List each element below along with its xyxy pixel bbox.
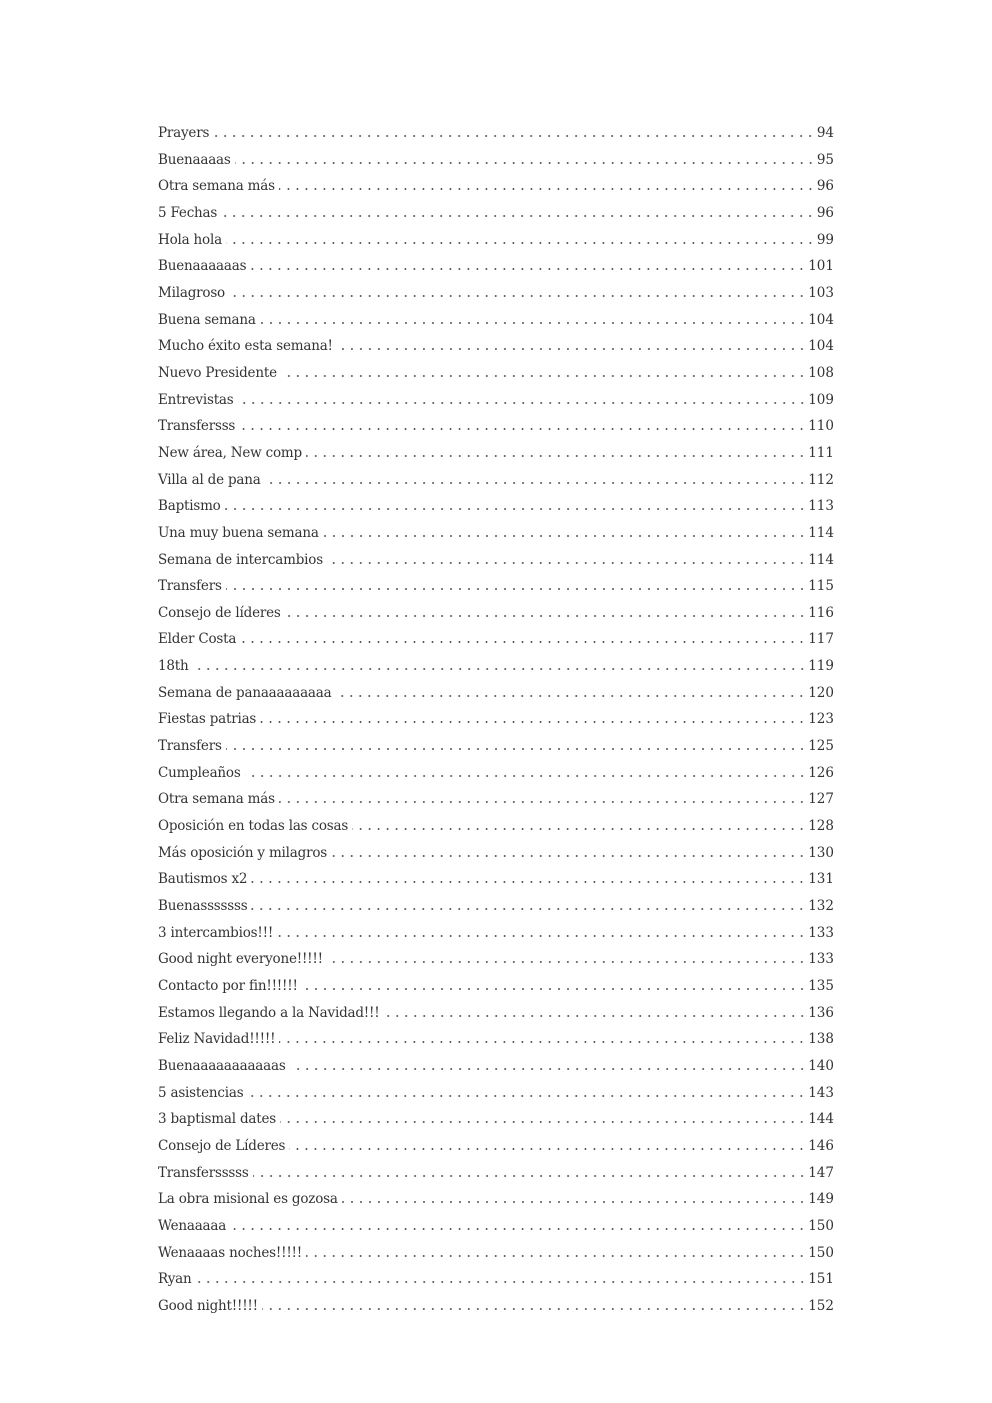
toc-entry[interactable] [158,1213,834,1240]
toc-entry-title: Villa al de pana [158,471,261,488]
toc-entry[interactable] [158,600,834,627]
toc-entry-title: Más oposición y milagros [158,844,327,861]
toc-entry-page-number: 144 [808,1111,834,1128]
dot-leader [285,615,807,617]
toc-entry-page-number: 147 [808,1164,834,1181]
dot-leader [327,562,806,564]
toc-entry-title: Prayers [158,125,210,141]
dot-leader [342,1201,807,1203]
toc-entry-title: Ryan [158,1271,192,1288]
toc-entry-page-number: 96 [816,204,834,221]
toc-entry-page-number: 104 [808,311,834,328]
toc-entry[interactable] [158,547,834,574]
toc-entry-title: New área, New comp [158,444,302,461]
toc-entry[interactable] [158,626,834,653]
dot-leader [250,268,806,270]
toc-entry-title: Wenaaaaa [158,1217,227,1234]
toc-entry-title: 3 intercambios!!! [158,924,274,941]
toc-entry[interactable] [158,733,834,760]
toc-entry-page-number: 150 [808,1217,834,1234]
dot-leader [281,375,806,377]
dot-leader [384,1015,807,1017]
toc-entry[interactable] [158,333,834,360]
toc-entry-title: Mucho éxito esta semana! [158,338,333,355]
toc-entry-page-number: 125 [808,738,834,755]
toc-entry[interactable] [158,1186,834,1213]
toc-entry-title: Buenaaaaaas [158,258,247,275]
toc-entry[interactable] [158,706,834,733]
toc-entry-page-number: 120 [808,684,834,701]
toc-entry-title: Transfersss [158,418,236,435]
dot-leader [229,295,806,297]
toc-entry-title: Estamos llegando a la Navidad!!! [158,1004,380,1021]
dot-leader [279,801,806,803]
toc-entry-title: Bautismos x2 [158,871,248,888]
toc-entry[interactable] [158,1160,834,1187]
toc-entry[interactable] [158,946,834,973]
toc-entry[interactable] [158,1053,834,1080]
toc-entry-title: Fiestas patrias [158,711,257,728]
dot-leader [221,215,815,217]
toc-entry-page-number: 110 [808,418,834,435]
toc-entry-title: Buena semana [158,311,256,328]
toc-entry[interactable] [158,467,834,494]
toc-entry[interactable] [158,520,834,547]
dot-leader [226,242,815,244]
toc-entry-title: Contacto por fin!!!!!! [158,978,298,994]
toc-entry[interactable] [158,1080,834,1107]
toc-entry-title: Semana de panaaaaaaaaa [158,684,332,701]
dot-leader [265,482,807,484]
dot-leader [239,428,806,430]
dot-leader [230,1228,806,1230]
toc-entry-page-number: 119 [808,658,834,675]
toc-entry[interactable] [158,227,834,254]
dot-leader [331,855,806,857]
toc-entry[interactable] [158,1133,834,1160]
toc-entry-title: Transfers [158,578,222,595]
toc-entry[interactable] [158,280,834,307]
dot-leader [247,1095,806,1097]
toc-entry[interactable] [158,680,834,707]
toc-entry-page-number: 116 [808,604,834,621]
toc-entry[interactable] [158,1026,834,1053]
toc-entry-page-number: 112 [808,471,834,488]
toc-entry-title: Feliz Navidad!!!!! [158,1031,276,1048]
toc-entry-page-number: 130 [808,844,834,861]
dot-leader [235,162,815,164]
dot-leader [302,988,807,990]
toc-entry-page-number: 126 [808,764,834,781]
dot-leader [245,775,807,777]
toc-entry-page-number: 114 [808,524,834,541]
dot-leader [327,961,806,963]
toc-entry-title: Transfersssss [158,1164,249,1181]
toc-entry-page-number: 96 [816,178,834,195]
dot-leader [279,188,815,190]
dot-leader [289,1148,806,1150]
toc-entry[interactable] [158,360,834,387]
toc-entry-page-number: 151 [808,1271,834,1288]
toc-entry-title: Hola hola [158,231,222,248]
toc-entry-title: Baptismo [158,498,221,515]
dot-leader [306,455,806,457]
toc-entry-page-number: 113 [808,498,834,515]
toc-entry[interactable] [158,1240,834,1267]
toc-entry-page-number: 138 [808,1031,834,1048]
toc-entry-page-number: 150 [808,1244,834,1261]
toc-entry[interactable] [158,173,834,200]
toc-entry-title: Buenaaaaaaaaaaas [158,1057,286,1074]
toc-entry[interactable] [158,653,834,680]
toc-entry-page-number: 111 [808,444,834,461]
dot-leader [352,828,806,830]
dot-leader [260,721,806,723]
toc-entry-title: Good night!!!!! [158,1297,258,1314]
toc-entry-page-number: 103 [808,284,834,301]
toc-entry[interactable] [158,840,834,867]
toc-entry[interactable] [158,573,834,600]
dot-leader [323,535,807,537]
dot-leader [290,1068,807,1070]
toc-entry-title: Milagroso [158,284,225,301]
toc-entry-page-number: 114 [808,551,834,568]
dot-leader [306,1255,806,1257]
dot-leader [262,1308,806,1310]
dot-leader [225,508,807,510]
toc-entry-title: Una muy buena semana [158,524,319,541]
toc-entry-title: Oposición en todas las cosas [158,818,349,835]
toc-entry-title: Semana de intercambios [158,551,323,568]
toc-entry-page-number: 152 [808,1297,834,1314]
toc-entry[interactable] [158,1266,834,1293]
toc-entry-page-number: 104 [808,338,834,355]
table-of-contents [158,120,834,1320]
dot-leader [226,748,807,750]
dot-leader [277,935,806,937]
toc-entry[interactable] [158,440,834,467]
toc-entry-page-number: 131 [808,871,834,888]
dot-leader [196,1281,807,1283]
toc-entry-page-number: 117 [808,631,834,648]
toc-entry-page-number: 135 [808,978,834,994]
toc-entry-title: Good night everyone!!!!! [158,951,323,968]
toc-entry-page-number: 136 [808,1004,834,1021]
toc-entry-title: 5 Fechas [158,204,218,221]
toc-entry[interactable] [158,1106,834,1133]
toc-entry-title: Consejo de líderes [158,604,281,621]
toc-entry-title: 3 baptismal dates [158,1111,276,1128]
toc-entry[interactable] [158,866,834,893]
toc-entry-page-number: 123 [808,711,834,728]
toc-entry[interactable] [158,307,834,334]
toc-entry-page-number: 132 [808,898,834,915]
dot-leader [226,588,807,590]
toc-entry-title: Otra semana más [158,791,275,808]
toc-entry[interactable] [158,760,834,787]
toc-entry[interactable] [158,493,834,520]
dot-leader [337,348,806,350]
toc-entry[interactable] [158,387,834,414]
toc-entry-title: Buenasssssss [158,898,248,915]
toc-entry-title: Nuevo Presidente [158,364,277,381]
toc-entry[interactable] [158,147,834,174]
dot-leader [213,135,815,137]
toc-entry[interactable] [158,920,834,947]
toc-entry[interactable] [158,413,834,440]
dot-leader [238,402,807,404]
toc-entry-page-number: 115 [808,578,834,595]
toc-entry-title: La obra misional es gozosa [158,1191,338,1208]
toc-entry[interactable] [158,120,834,147]
toc-entry-page-number: 149 [808,1191,834,1208]
toc-entry[interactable] [158,200,834,227]
dot-leader [251,908,806,910]
toc-entry[interactable] [158,253,834,280]
toc-entry[interactable] [158,813,834,840]
toc-entry-page-number: 133 [808,924,834,941]
toc-entry-page-number: 101 [808,258,834,275]
dot-leader [335,695,806,697]
toc-entry-page-number: 95 [816,151,834,168]
dot-leader [251,881,806,883]
toc-entry-page-number: 128 [808,818,834,835]
toc-entry-title: Transfers [158,738,222,755]
toc-entry-page-number: 140 [808,1057,834,1074]
toc-entry-title: Buenaaaas [158,151,231,168]
dot-leader [279,1041,806,1043]
toc-entry-page-number: 127 [808,791,834,808]
toc-entry-page-number: 108 [808,364,834,381]
toc-entry[interactable] [158,893,834,920]
toc-entry-page-number: 94 [816,125,834,141]
toc-entry[interactable] [158,1293,834,1320]
toc-entry-title: Elder Costa [158,631,237,648]
toc-entry-page-number: 133 [808,951,834,968]
toc-entry[interactable] [158,1000,834,1027]
dot-leader [280,1121,806,1123]
toc-entry-page-number: 99 [816,231,834,248]
toc-entry-title: Consejo de Líderes [158,1137,286,1154]
toc-entry-title: 5 asistencias [158,1084,244,1101]
toc-entry-page-number: 143 [808,1084,834,1101]
toc-entry-title: Otra semana más [158,178,275,195]
dot-leader [193,668,807,670]
toc-entry-title: Entrevistas [158,391,234,408]
toc-entry-title: Cumpleaños [158,764,241,781]
toc-entry-page-number: 109 [808,391,834,408]
toc-entry-title: Wenaaaas noches!!!!! [158,1244,302,1261]
dot-leader [240,641,806,643]
dot-leader [253,1175,807,1177]
toc-entry[interactable] [158,973,834,1000]
dot-leader [260,322,806,324]
toc-entry[interactable] [158,786,834,813]
toc-entry-page-number: 146 [808,1137,834,1154]
toc-entry-title: 18th [158,658,189,675]
